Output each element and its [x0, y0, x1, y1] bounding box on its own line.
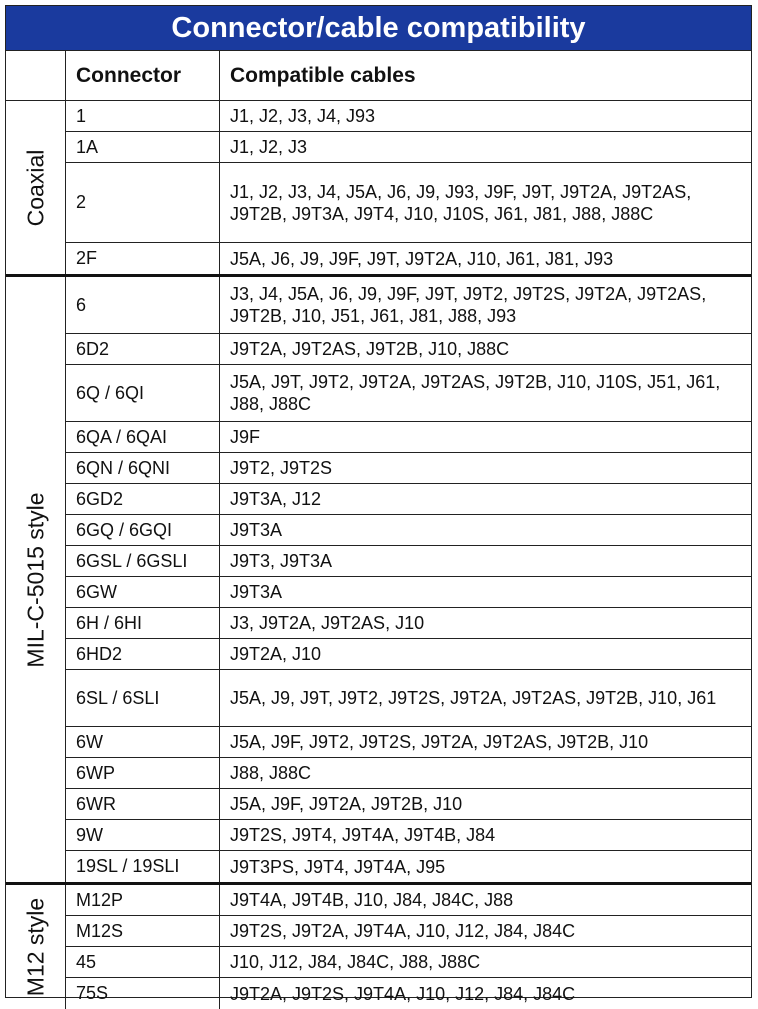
cables-cell: J5A, J9F, J9T2, J9T2S, J9T2A, J9T2AS, J9T2B, J10: [230, 732, 649, 752]
table-row: [66, 916, 751, 947]
cables-cell: J9T3PS, J9T4, J9T4A, J95: [230, 856, 446, 877]
table-row: [66, 132, 751, 163]
cables-cell: J1, J2, J3: [230, 137, 308, 157]
table-row: [66, 851, 751, 882]
cables-cell: J9T2S, J9T2A, J9T4A, J10, J12, J84, J84C: [230, 921, 576, 941]
connector-cell: 6W: [66, 727, 220, 757]
group-label: MIL-C-5015 style: [22, 491, 48, 668]
table-row: [66, 546, 751, 577]
table-row: [66, 670, 751, 727]
table-row: [66, 515, 751, 546]
connector-cell: 6QA / 6QAI: [66, 422, 220, 452]
connector-cell: 2: [66, 163, 220, 242]
connector-cell: 6: [66, 277, 220, 333]
connector-cell: 6GW: [66, 577, 220, 607]
table-row: [66, 277, 751, 334]
table-row: [66, 608, 751, 639]
table-row: [66, 365, 751, 422]
cables-cell: J9T2S, J9T4, J9T4A, J9T4B, J84: [230, 825, 496, 845]
cables-cell: J9T3A, J12: [230, 489, 322, 509]
cables-cell: J9T3A: [230, 582, 283, 602]
table-row: [66, 639, 751, 670]
cables-cell: J9T3A: [230, 520, 283, 540]
table-row: [66, 243, 751, 274]
header-connector: Connector: [66, 51, 220, 100]
connector-cell: 6GD2: [66, 484, 220, 514]
connector-cell: 6GQ / 6GQI: [66, 515, 220, 545]
group-label: M12 style: [22, 897, 48, 997]
connector-cell: M12P: [66, 885, 220, 915]
table-row: [66, 163, 751, 243]
row-group: [6, 274, 751, 882]
connector-cell: 6HD2: [66, 639, 220, 669]
cables-cell: J5A, J6, J9, J9F, J9T, J9T2A, J10, J61, J81, J93: [230, 248, 614, 269]
table-row: [66, 453, 751, 484]
table-row: [66, 789, 751, 820]
connector-cell: 19SL / 19SLI: [66, 851, 220, 882]
table-row: [66, 422, 751, 453]
table-row: [66, 947, 751, 978]
cables-cell: J1, J2, J3, J4, J93: [230, 106, 376, 126]
connector-cell: 6GSL / 6GSLI: [66, 546, 220, 576]
connector-cell: 6D2: [66, 334, 220, 364]
cables-cell: J3, J4, J5A, J6, J9, J9F, J9T, J9T2, J9T2S, J9T2A, J9T2AS, J9T2B, J10, J51, J61, J81, J88, J93: [230, 284, 707, 326]
group-label: Coaxial: [22, 149, 48, 226]
table-row: [66, 727, 751, 758]
table-title: Connector/cable compatibility: [6, 6, 751, 51]
cables-cell: J3, J9T2A, J9T2AS, J10: [230, 613, 425, 633]
connector-cell: 75S: [66, 978, 220, 1009]
group-label-cell: [6, 885, 66, 1009]
table-row: [66, 978, 751, 1009]
row-group: [6, 882, 751, 1009]
table-row: [66, 885, 751, 916]
connector-cell: 1: [66, 101, 220, 131]
group-label-cell: [6, 101, 66, 274]
cables-cell: J9T2A, J10: [230, 644, 322, 664]
connector-cell: 6WP: [66, 758, 220, 788]
table-row: [66, 484, 751, 515]
table-body: [6, 101, 751, 1009]
compatibility-table: [5, 5, 752, 1004]
cables-cell: J1, J2, J3, J4, J5A, J6, J9, J93, J9F, J9T, J9T2A, J9T2AS, J9T2B, J9T3A, J9T4, J10, J10S, J61, J81, J88, J88C: [230, 181, 692, 224]
connector-cell: 9W: [66, 820, 220, 850]
connector-cell: 6WR: [66, 789, 220, 819]
table-row: [66, 758, 751, 789]
table-row: [66, 334, 751, 365]
connector-cell: 6H / 6HI: [66, 608, 220, 638]
cables-cell: J10, J12, J84, J84C, J88, J88C: [230, 952, 481, 972]
connector-cell: 6Q / 6QI: [66, 365, 220, 421]
header-compatible-cables: Compatible cables: [230, 63, 416, 87]
cables-cell: J5A, J9F, J9T2A, J9T2B, J10: [230, 794, 463, 814]
connector-cell: 1A: [66, 132, 220, 162]
cables-cell: J9T4A, J9T4B, J10, J84, J84C, J88: [230, 890, 514, 910]
cables-cell: J9T2A, J9T2S, J9T4A, J10, J12, J84, J84C: [230, 983, 576, 1004]
connector-cell: 6SL / 6SLI: [66, 670, 220, 726]
cables-cell: J5A, J9T, J9T2, J9T2A, J9T2AS, J9T2B, J10, J10S, J51, J61, J88, J88C: [230, 372, 721, 414]
cables-cell: J5A, J9, J9T, J9T2, J9T2S, J9T2A, J9T2AS, J9T2B, J10, J61: [230, 688, 717, 708]
table-row: [66, 101, 751, 132]
row-group: [6, 101, 751, 274]
connector-cell: 2F: [66, 243, 220, 274]
table-row: [66, 577, 751, 608]
cables-cell: J9T2A, J9T2AS, J9T2B, J10, J88C: [230, 339, 510, 359]
connector-cell: M12S: [66, 916, 220, 946]
connector-cell: 45: [66, 947, 220, 977]
table-row: [66, 820, 751, 851]
cables-cell: J9T3, J9T3A: [230, 551, 333, 571]
header-group-cell: [6, 51, 66, 100]
header-row: [6, 51, 751, 101]
connector-cell: 6QN / 6QNI: [66, 453, 220, 483]
cables-cell: J9F: [230, 427, 261, 447]
cables-cell: J9T2, J9T2S: [230, 458, 333, 478]
group-label-cell: [6, 277, 66, 882]
cables-cell: J88, J88C: [230, 763, 312, 783]
